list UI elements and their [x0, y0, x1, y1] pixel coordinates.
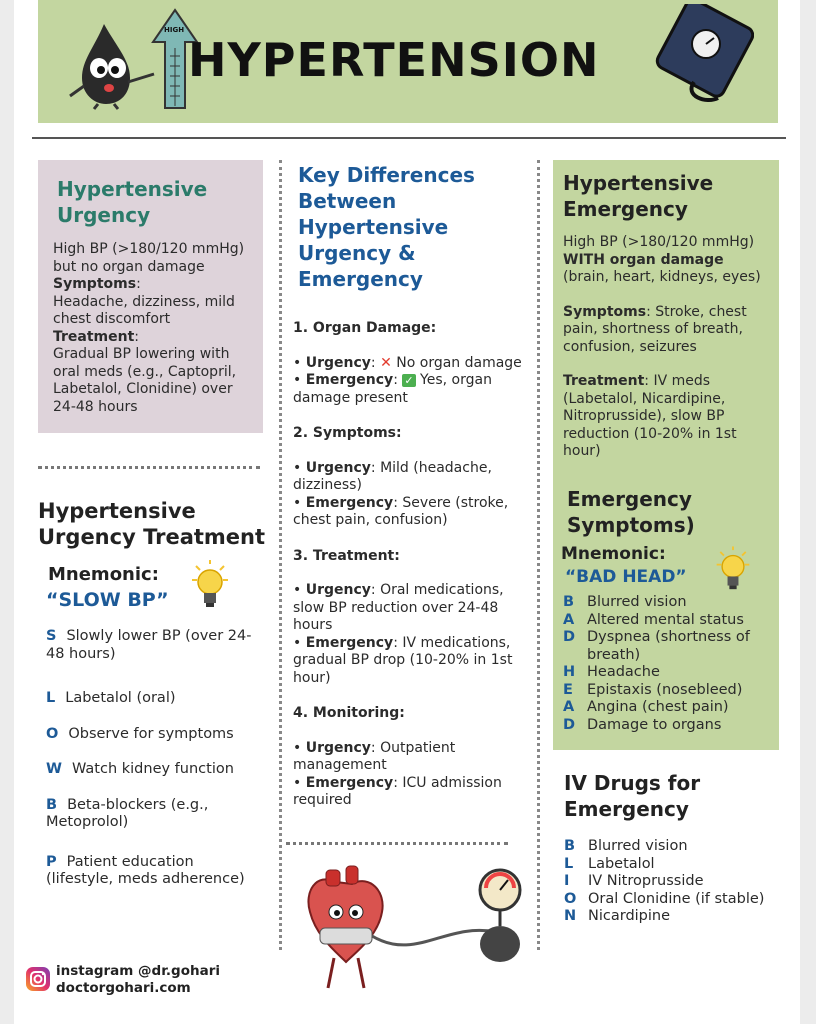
list-item: [46, 854, 256, 889]
cross-mark-icon: ✕: [380, 354, 392, 371]
list-item-text: Patient education (lifestyle, meds adherence): [46, 853, 245, 887]
slow-bp-mnemonic-label: Mnemonic:: [48, 564, 159, 585]
differences-title: Key Differences Between Hypertensive Urgency & Emergency: [298, 163, 475, 291]
list-item: [564, 856, 792, 874]
list-item-letter: P: [46, 853, 57, 870]
urgency-label: Urgency: [305, 354, 371, 371]
emergency-symptoms-title-line1: Emergency: [567, 487, 692, 511]
list-item: [46, 690, 256, 708]
list-item-letter: A: [563, 699, 575, 715]
difference-heading: 1. Organ Damage:: [293, 320, 437, 336]
difference-section: [293, 705, 529, 810]
list-item-letter: I: [564, 873, 570, 889]
slow-bp-list: [46, 628, 256, 889]
list-item-letter: O: [46, 725, 59, 742]
website-link[interactable]: doctorgohari.com: [56, 980, 191, 996]
list-item-text: IV Nitroprusside: [588, 873, 704, 889]
list-item-letter: A: [563, 611, 575, 628]
middle-left-divider: [279, 160, 282, 950]
list-item-letter: S: [46, 628, 57, 644]
list-item: [46, 761, 256, 779]
list-item-text: Angina (chest pain): [587, 699, 729, 715]
difference-section: [293, 548, 529, 688]
list-item: [563, 717, 775, 735]
emergency-text: : Severe (stroke, chest pain, confusion): [293, 494, 509, 528]
urgency-symptoms-label: Symptoms: [53, 276, 137, 292]
list-item-text: Dyspnea (shortness of breath): [587, 629, 750, 663]
emergency-text: Yes, organ damage present: [293, 372, 492, 406]
list-item-text: Slowly lower BP (over 24-48 hours): [46, 628, 252, 662]
light-bulb-icon: [188, 560, 232, 614]
list-item: [563, 682, 775, 700]
list-item: [46, 726, 256, 744]
middle-bottom-divider: [286, 842, 508, 845]
list-item-text: Blurred vision: [588, 838, 688, 854]
emergency-symptoms-title-line2: Symptoms): [567, 513, 695, 537]
differences-list: [293, 320, 529, 828]
list-item-letter: L: [46, 690, 56, 706]
emergency-card: [553, 160, 779, 750]
urgency-treatment-title-line2: Urgency Treatment: [38, 525, 266, 549]
urgency-treatment-title-line1: Hypertensive: [38, 499, 196, 523]
middle-right-divider: [537, 160, 540, 950]
list-item-text: Damage to organs: [587, 716, 722, 733]
list-item-letter: E: [563, 681, 573, 698]
bad-head-mnemonic: “BAD HEAD”: [565, 567, 687, 587]
light-bulb-icon: [713, 546, 753, 596]
emergency-text: : ICU admission required: [293, 774, 502, 808]
list-item-letter: D: [563, 629, 576, 645]
emergency-line1: High BP (>180/120 mmHg): [563, 234, 755, 250]
list-item: [564, 908, 792, 926]
difference-urgency: • Urgency: ✕ No organ damage: [293, 354, 522, 371]
list-item: [563, 664, 775, 682]
page-title: HYPERTENSION: [188, 33, 600, 87]
bad-head-mnemonic-label: Mnemonic:: [561, 544, 666, 564]
bad-head-list: [563, 594, 775, 734]
list-item-text: Observe for symptoms: [68, 725, 234, 742]
blood-pressure-cuff-icon: [654, 4, 754, 110]
urgency-text: : Mild (headache, dizziness): [293, 459, 492, 493]
urgency-label: Urgency: [305, 582, 371, 598]
difference-emergency: • Emergency: ICU admission required: [293, 774, 502, 808]
blood-drop-mascot-icon: [64, 20, 164, 110]
emergency-organs: (brain, heart, kidneys, eyes): [563, 269, 761, 285]
list-item-letter: O: [564, 890, 577, 907]
list-item-text: Labetalol (oral): [65, 690, 176, 706]
list-item: [564, 838, 792, 856]
emergency-treatment-label: Treatment: [563, 373, 645, 389]
list-item: [563, 629, 775, 664]
emergency-with-label: WITH organ damage: [563, 251, 724, 268]
urgency-text: : Outpatient management: [293, 739, 456, 773]
difference-section: [293, 425, 529, 530]
list-item: [46, 628, 256, 663]
heart-mascot-icon: [296, 862, 540, 1002]
list-item-text: Oral Clonidine (if stable): [588, 890, 765, 907]
difference-emergency: • Emergency: IV medications, gradual BP drop (10-20% in 1st hour): [293, 634, 513, 686]
urgency-line2: but no organ damage: [53, 258, 205, 275]
emergency-title-line1: Hypertensive: [563, 171, 714, 195]
urgency-text: No organ damage: [391, 354, 522, 371]
list-item: [564, 873, 792, 891]
urgency-treatment-label: Treatment: [53, 328, 135, 345]
arrow-label: HIGH: [164, 26, 185, 34]
list-item-text: Nicardipine: [588, 908, 671, 924]
list-item-letter: D: [563, 716, 576, 733]
list-item-text: Epistaxis (nosebleed): [587, 681, 743, 698]
emergency-label: Emergency: [305, 634, 394, 651]
instagram-handle[interactable]: instagram @dr.gohari: [56, 963, 221, 979]
list-item-letter: B: [46, 796, 58, 813]
list-item-letter: H: [563, 664, 576, 680]
urgency-text: : Oral medications, slow BP reduction over 24-48 hours: [293, 582, 504, 633]
emergency-label: Emergency: [305, 372, 394, 388]
emergency-label: Emergency: [305, 494, 394, 511]
urgency-card: Hypertensive Urgency High BP (>180/120 mmHg) but no organ damage Symptoms: Headache, dizziness, mild chest discomfort Treatment: Gradual BP lowering with oral meds (e.g., Captopril, Labetalol, Clonidine) over 24-48 hours: [38, 160, 263, 433]
list-item-letter: N: [564, 908, 577, 924]
list-item-text: Altered mental status: [587, 611, 744, 628]
emergency-treatment-text: : IV meds (Labetalol, Nicardipine, Nitroprusside), slow BP reduction (10-20% in 1st hour): [563, 373, 737, 459]
instagram-icon: [25, 966, 51, 992]
list-item-letter: B: [563, 594, 575, 610]
header-divider: [32, 137, 786, 139]
emergency-title-line2: Emergency: [563, 197, 688, 221]
urgency-treatment-text: Gradual BP lowering with oral meds (e.g., Captopril, Labetalol, Clonidine) over 24-48 hours: [53, 346, 237, 415]
difference-heading: 2. Symptoms:: [293, 425, 402, 441]
urgency-title-line1: Hypertensive: [57, 177, 208, 201]
urgency-title-line2: Urgency: [57, 203, 151, 227]
list-item-text: Beta-blockers (e.g., Metoprolol): [46, 796, 209, 830]
list-item: [563, 594, 775, 612]
difference-urgency: • Urgency: Mild (headache, dizziness): [293, 459, 492, 493]
difference-urgency: • Urgency: Outpatient management: [293, 739, 456, 773]
slow-bp-mnemonic: “SLOW BP”: [46, 589, 169, 611]
difference-urgency: • Urgency: Oral medications, slow BP reduction over 24-48 hours: [293, 582, 504, 633]
iv-drugs-title-line2: Emergency: [564, 797, 689, 821]
difference-emergency: • Emergency: Severe (stroke, chest pain, confusion): [293, 494, 509, 528]
list-item-letter: W: [46, 761, 62, 777]
emergency-symptoms-text: : Stroke, chest pain, shortness of breath, confusion, seizures: [563, 303, 747, 355]
list-item: [564, 891, 792, 909]
iv-drugs-list: [564, 838, 792, 926]
list-item-text: Headache: [587, 664, 660, 680]
list-item: [563, 699, 775, 717]
list-item-text: Watch kidney function: [72, 761, 234, 777]
urgency-label: Urgency: [305, 459, 371, 476]
left-divider: [38, 466, 260, 469]
list-item: [46, 797, 256, 832]
difference-heading: 4. Monitoring:: [293, 705, 405, 721]
list-item-letter: B: [564, 838, 576, 854]
list-item: [563, 612, 775, 630]
urgency-line1: High BP (>180/120 mmHg): [53, 241, 245, 257]
emergency-text: : IV medications, gradual BP drop (10-20% in 1st hour): [293, 634, 513, 686]
difference-section: [293, 320, 529, 407]
list-item-text: Labetalol: [588, 855, 655, 872]
list-item-letter: L: [564, 855, 574, 872]
emergency-label: Emergency: [305, 774, 394, 791]
difference-emergency: • Emergency: ✓ Yes, organ damage present: [293, 372, 492, 406]
emergency-symptoms-label: Symptoms: [563, 303, 647, 320]
check-mark-icon: ✓: [404, 374, 414, 387]
urgency-label: Urgency: [305, 739, 371, 756]
difference-heading: 3. Treatment:: [293, 547, 400, 564]
urgency-symptoms-text: Headache, dizziness, mild chest discomfort: [53, 293, 235, 327]
iv-drugs-title-line1: IV Drugs for: [564, 771, 701, 795]
list-item-text: Blurred vision: [587, 594, 687, 610]
